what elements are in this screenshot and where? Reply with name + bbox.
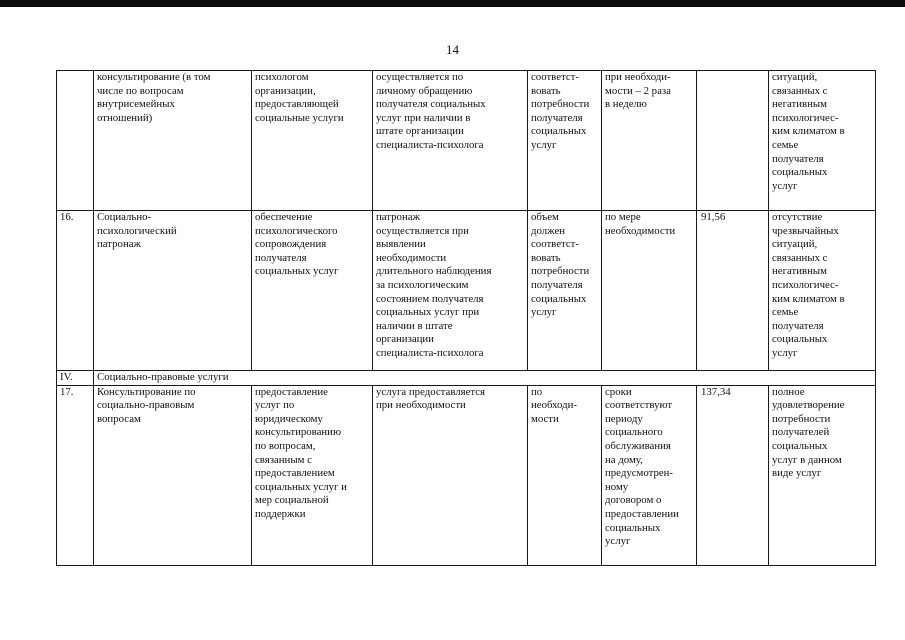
service-description-cell: обеспечение психологического сопровождения получателя социальных услуг <box>252 211 373 371</box>
service-quality-cell: полное удовлетворение потребности получателей социальных услуг в данном виде услуг <box>769 385 876 565</box>
service-name-cell: консультирование (в том числе по вопросам внутрисемейных отношений) <box>94 71 252 211</box>
table-row <box>57 211 876 371</box>
service-description-cell: предоставление услуг по юридическому консультированию по вопросам, связанным с предоставлением социальных услуг и мер социальной поддержки <box>252 385 373 565</box>
service-description-cell: психологом организации, предоставляющей социальные услуги <box>252 71 373 211</box>
services-table <box>56 70 876 566</box>
service-terms-cell: осуществляется по личному обращению получателя социальных услуг при наличии в штате организации специалиста-психолога <box>373 71 528 211</box>
service-timing-cell: при необходи- мости – 2 раза в неделю <box>602 71 697 211</box>
service-quality-cell: ситуаций, связанных с негативным психологичес- ким климатом в семье получателя социальных услуг <box>769 71 876 211</box>
service-quality-cell: отсутствие чрезвычайных ситуаций, связанных с негативным психологичес- ким климатом в семье получателя социальных услуг <box>769 211 876 371</box>
service-volume-cell: соответст- вовать потребности получателя социальных услуг <box>528 71 602 211</box>
service-terms-cell: услуга предоставляется при необходимости <box>373 385 528 565</box>
section-row <box>57 371 876 386</box>
service-volume-cell: объем должен соответст- вовать потребности получателя социальных услуг <box>528 211 602 371</box>
service-name-cell: Социально- психологический патронаж <box>94 211 252 371</box>
service-timing-cell: по мере необходимости <box>602 211 697 371</box>
service-timing-cell: сроки соответствуют периоду социального обслуживания на дому, предусмотрен- ному договором о предоставлении социальных услуг <box>602 385 697 565</box>
page-number: 14 <box>446 42 459 57</box>
row-number-cell: 16. <box>57 211 94 371</box>
section-title: Социально-правовые услуги <box>94 371 373 386</box>
row-number-cell: 17. <box>57 385 94 565</box>
service-cost-cell: 137,34 <box>697 385 769 565</box>
table-row <box>57 71 876 211</box>
section-blank-cell <box>373 371 876 386</box>
service-cost-cell: 91,56 <box>697 211 769 371</box>
row-number-cell <box>57 71 94 211</box>
service-cost-cell <box>697 71 769 211</box>
service-name-cell: Консультирование по социально-правовым вопросам <box>94 385 252 565</box>
section-number-cell: IV. <box>57 371 94 386</box>
table-row <box>57 385 876 565</box>
service-volume-cell: по необходи- мости <box>528 385 602 565</box>
service-terms-cell: патронаж осуществляется при выявлении необходимости длительного наблюдения за психологическим состоянием получателя социальных услуг при наличии в штате организации специалиста-психолога <box>373 211 528 371</box>
scan-top-edge <box>0 0 905 7</box>
